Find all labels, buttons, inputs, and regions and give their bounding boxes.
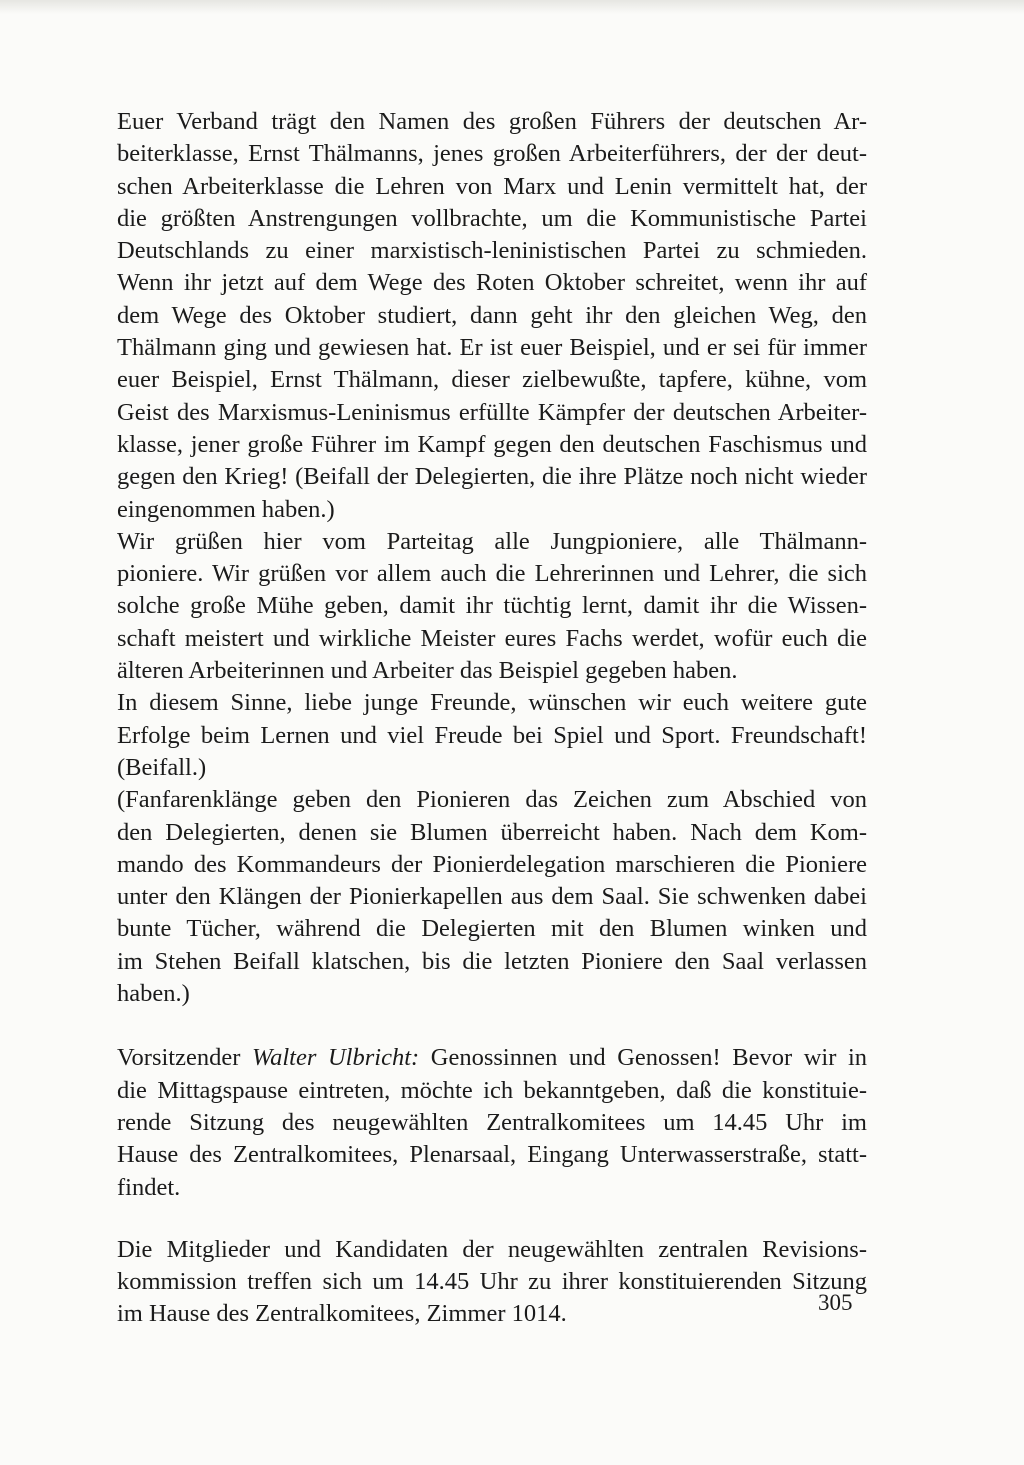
text-line: Die Mitglieder und Kandidaten der neugewählten zentralen Revisions- xyxy=(117,1235,867,1263)
closing-paragraph xyxy=(117,1234,867,1331)
text-line: schaft meistert und wirkliche Meister eures Fachs werdet, wofür euch die xyxy=(117,624,867,652)
text-line: Deutschlands zu einer marxistisch-leninistischen Partei zu schmieden. xyxy=(117,237,867,265)
text-line: In diesem Sinne, liebe junge Freunde, wünschen wir euch weitere gute xyxy=(117,689,867,717)
text-line: bunte Tücher, während die Delegierten mit den Blumen winken und xyxy=(117,915,867,943)
text-line: schen Arbeiterklasse die Lehren von Marx und Lenin vermittelt hat, der xyxy=(117,172,867,200)
text-line: haben.) xyxy=(117,980,190,1008)
text-line: den Delegierten, denen sie Blumen überreicht haben. Nach dem Kom- xyxy=(117,818,867,846)
text-line: unter den Klängen der Pionierkapellen aus dem Saal. Sie schwenken dabei xyxy=(117,883,867,911)
text-line: Wenn ihr jetzt auf dem Wege des Roten Oktober schreitet, wenn ihr auf xyxy=(117,269,867,297)
text-line: Euer Verband trägt den Namen des großen Führers der deutschen Ar- xyxy=(117,108,867,135)
paragraph-3 xyxy=(117,687,867,784)
paragraph-2 xyxy=(117,526,867,687)
section-gap xyxy=(117,1204,867,1234)
text-line: beiterklasse, Ernst Thälmanns, jenes großen Arbeiterführers, der der deut- xyxy=(117,140,867,168)
text-line: im Stehen Beifall klatschen, bis die letzten Pioniere den Saal verlassen xyxy=(117,947,867,975)
speech-first-line xyxy=(117,1042,867,1074)
text-line: (Fanfarenklänge geben den Pionieren das Zeichen zum Abschied von xyxy=(117,786,867,814)
text-line: Thälmann ging und gewiesen hat. Er ist euer Beispiel, und er sei für immer xyxy=(117,334,867,362)
section-gap xyxy=(117,1010,867,1042)
speaker-prefix: Vorsitzender xyxy=(117,1044,252,1072)
text-line: mando des Kommandeurs der Pionierdelegation marschieren die Pioniere xyxy=(117,850,867,878)
text-line: eingenommen haben.) xyxy=(117,495,335,523)
paragraph-4 xyxy=(117,784,867,1010)
text-line: solche große Mühe geben, damit ihr tüchtig lernt, damit ihr die Wissen- xyxy=(117,592,867,620)
text-line: Erfolge beim Lernen und viel Freude bei Spiel und Sport. Freundschaft! xyxy=(117,721,867,749)
text-line: pioniere. Wir grüßen vor allem auch die Lehrerinnen und Lehrer, die sich xyxy=(117,560,867,588)
text-line: die Mittagspause eintreten, möchte ich bekanntgeben, daß die konstituie- xyxy=(117,1076,867,1104)
document-page xyxy=(117,106,867,1386)
text-line: rende Sitzung des neugewählten Zentralkomitees um 14.45 Uhr im xyxy=(117,1108,867,1136)
text-line: dem Wege des Oktober studiert, dann geht ihr den gleichen Weg, den xyxy=(117,301,867,329)
text-line: älteren Arbeiterinnen und Arbeiter das Beispiel gegeben haben. xyxy=(117,657,738,685)
scan-edge xyxy=(0,0,1024,14)
text-line: (Beifall.) xyxy=(117,753,207,781)
speaker-name: Walter Ulbricht: xyxy=(251,1044,420,1072)
page-number: 305 xyxy=(818,1290,853,1315)
text-line: kommission treffen sich um 14.45 Uhr zu ihrer konstituierenden Sitzung xyxy=(117,1268,867,1296)
text-line: die größten Anstrengungen vollbrachte, um die Kommunistische Partei xyxy=(117,204,867,232)
text-line: gegen den Krieg! (Beifall der Delegierten, die ihre Plätze noch nicht wieder xyxy=(117,463,867,491)
text-line: findet. xyxy=(117,1173,181,1201)
text-line: Hause des Zentralkomitees, Plenarsaal, Eingang Unterwasserstraße, statt- xyxy=(117,1141,867,1169)
paragraph-1 xyxy=(117,106,867,526)
text-line: euer Beispiel, Ernst Thälmann, dieser zielbewußte, tapfere, kühne, vom xyxy=(117,366,867,394)
speech-text: Genossinnen und Genossen! Bevor wir in xyxy=(419,1044,868,1072)
text-line: Geist des Marxismus-Leninismus erfüllte Kämpfer der deutschen Arbeiter- xyxy=(117,398,867,426)
text-line: Wir grüßen hier vom Parteitag alle Jungpioniere, alle Thälmann- xyxy=(117,527,867,555)
text-line: im Hause des Zentralkomitees, Zimmer 1014. xyxy=(117,1300,567,1328)
speech-paragraph xyxy=(117,1042,867,1203)
text-line: klasse, jener große Führer im Kampf gegen den deutschen Faschismus und xyxy=(117,430,867,458)
